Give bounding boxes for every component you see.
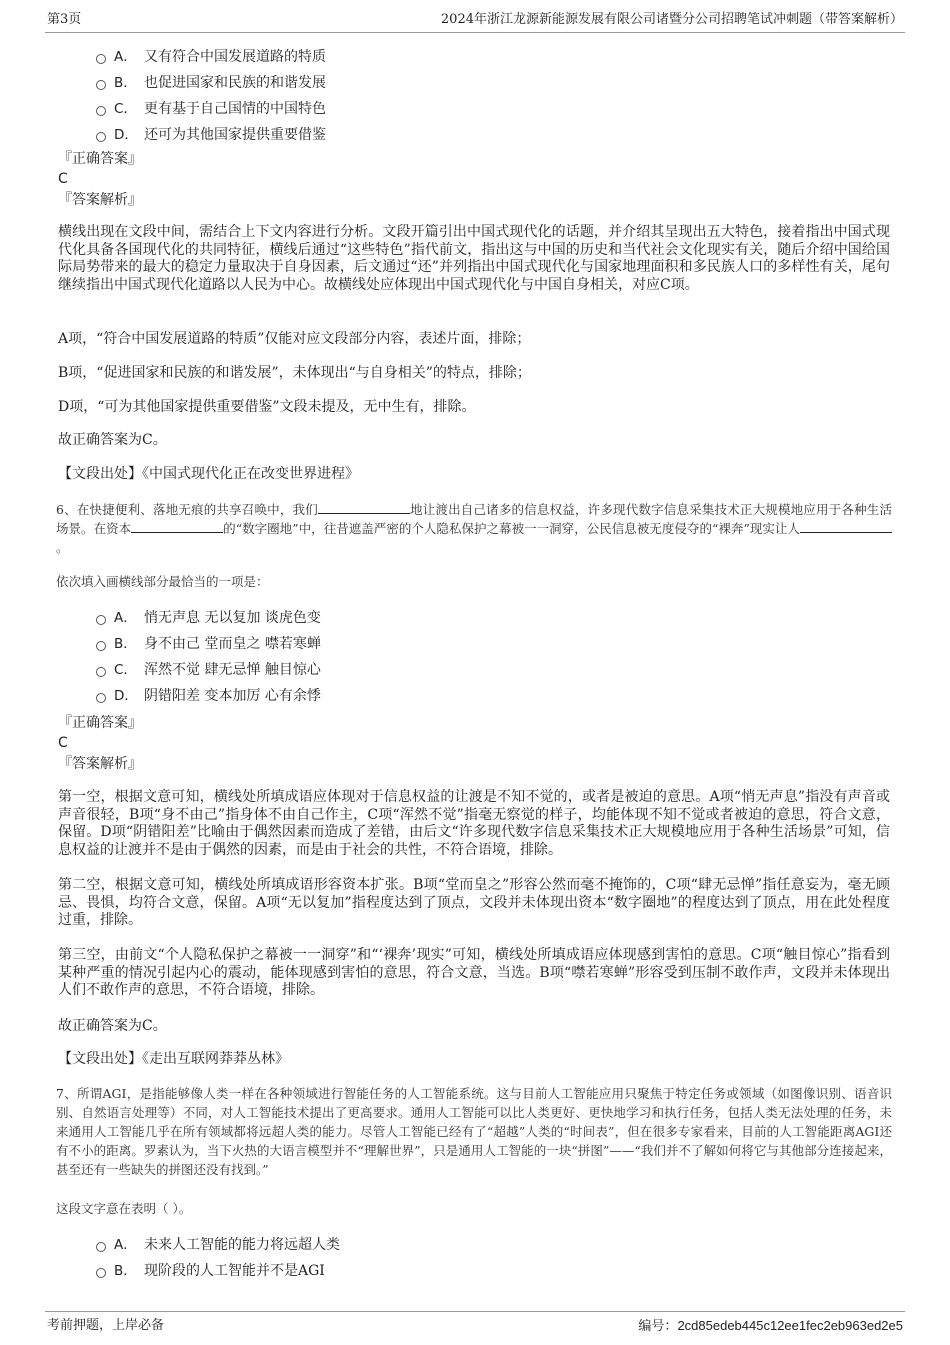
radio-icon[interactable] <box>96 132 106 142</box>
q7-option-b[interactable]: B． 现阶段的人工智能并不是AGI <box>96 1261 325 1281</box>
page-footer <box>45 1311 905 1338</box>
analysis-paragraph: B项，“促进国家和民族的和谐发展”，未体现出“与自身相关”的特点，排除； <box>58 365 531 381</box>
analysis-conclusion: 故正确答案为C。 <box>58 432 167 448</box>
radio-icon[interactable] <box>96 667 106 677</box>
footer-slogan: 考前押题，上岸必备 <box>47 1318 165 1333</box>
radio-icon[interactable] <box>96 693 106 703</box>
radio-icon[interactable] <box>96 54 106 64</box>
analysis-paragraph: 第二空，根据文意可知，横线处所填成语形容资本扩张。B项“堂而皇之”形容公然而毫不掩饰的，C项“肆无忌惮”指任意妄为，毫无顾忌、畏惧，均符合文意，保留。A项“无以复加”指程度达到了顶点，文段并未体现出资本“数字圈地”的程度达到了顶点，用在此处程度过重，排除。 <box>58 877 890 928</box>
answer-label: 『正确答案』 <box>58 715 142 731</box>
fill-blank[interactable] <box>131 520 223 533</box>
q6-option-a[interactable]: A． 悄无声息 无以复加 谈虎色变 <box>96 608 321 628</box>
q6-option-c[interactable]: C． 浑然不觉 肆无忌惮 触目惊心 <box>96 660 321 680</box>
fill-blank[interactable] <box>800 520 892 533</box>
analysis-label: 『答案解析』 <box>58 756 142 772</box>
radio-icon[interactable] <box>96 615 106 625</box>
document-title: 2024年浙江龙源新能源发展有限公司诸暨分公司招聘笔试冲刺题（带答案解析） <box>440 12 903 27</box>
analysis-paragraph: D项，“可为其他国家提供重要借鉴”文段未提及，无中生有，排除。 <box>58 399 476 415</box>
radio-icon[interactable] <box>96 106 106 116</box>
radio-icon[interactable] <box>96 1268 106 1278</box>
document-code: 编号：2cd85edeb445c12ee1fec2eb963ed2e5 <box>638 1318 903 1333</box>
analysis-paragraph: A项，“符合中国发展道路的特质”仅能对应文段部分内容，表述片面，排除； <box>58 331 531 347</box>
fill-blank[interactable] <box>318 501 410 514</box>
source-citation: 【文段出处】《走出互联网莽莽丛林》 <box>58 1051 289 1067</box>
analysis-conclusion: 故正确答案为C。 <box>58 1018 167 1034</box>
question-7-prompt: 这段文字意在表明（ ）。 <box>56 1201 192 1216</box>
q5-option-a[interactable]: A． 又有符合中国发展道路的特质 <box>96 47 326 67</box>
analysis-paragraph: 横线出现在文段中间，需结合上下文内容进行分析。文段开篇引出中国式现代化的话题，并介绍其呈现出五大特色，接着指出中国式现代化具备各国现代化的共同特征，横线后通过“这些特色”指代前文，指出这与中国的历史和当代社会文化现实有关，随后介绍中国给国际局势带来的最大的稳定力量取决于自身因素，后文通过“还”并列指出中国式现代化与国家地理面积和多民族人口的多样性有关，尾句继续指出中国式现代化道路以人民为中心。故横线处应体现出中国式现代化与中国自身相关，对应C项。 <box>58 224 890 293</box>
question-7-stem: 7、所谓AGI，是指能够像人类一样在各种领域进行智能任务的人工智能系统。这与目前人工智能应用只聚焦于特定任务或领域（如图像识别、语音识别、自然语言处理等）不同，对人工智能技术提出了更高要求。通用人工智能可以比人类更好、更快地学习和执行任务，包括人类无法处理的任务，未来通用人工智能几乎在所有领域都将远超人类的能力。尽管人工智能已经有了“超越”人类的“时间表”，但在很多专家看来，目前的人工智能距离AGI还有不小的距离。罗素认为，当下火热的大语言模型并不“理解世界”，只是通用人工智能的一块“拼图”——“我们并不了解如何将它与其他部分连接起来，甚至还有一些缺失的拼图还没有找到。” <box>56 1086 892 1177</box>
analysis-label: 『答案解析』 <box>58 192 142 208</box>
question-6-prompt: 依次填入画横线部分最恰当的一项是： <box>56 574 269 589</box>
question-6-stem: 6、在快捷便利、落地无痕的共享召唤中，我们 地让渡出自己诸多的信息权益，许多现代数字信息采集技术正大规模地应用于各种生活场景。在资本 的“数字圈地”中，往昔遮盖严密的个人隐私保护之幕被一一洞穿，公民信息被无度侵夺的“裸奔”现实让人。 <box>56 502 892 555</box>
q7-option-a[interactable]: A． 未来人工智能的能力将远超人类 <box>96 1235 340 1255</box>
page-number: 第3页 <box>47 12 82 27</box>
q5-option-d[interactable]: D． 还可为其他国家提供重要借鉴 <box>96 125 326 145</box>
answer-label: 『正确答案』 <box>58 151 142 167</box>
q6-option-b[interactable]: B． 身不由己 堂而皇之 噤若寒蝉 <box>96 634 321 654</box>
q5-option-c[interactable]: C． 更有基于自己国情的中国特色 <box>96 99 326 119</box>
radio-icon[interactable] <box>96 1242 106 1252</box>
analysis-paragraph: 第三空，由前文“个人隐私保护之幕被一一洞穿”和“‘裸奔’现实”可知，横线处所填成语应体现感到害怕的意思。C项“触目惊心”指看到某种严重的情况引起内心的震动，能体现感到害怕的意思，符合文意，当选。B项“噤若寒蝉”形容受到压制不敢作声，文段并未体现出人们不敢作声的意思，不符合语境，排除。 <box>58 947 890 998</box>
page-header <box>45 10 905 33</box>
radio-icon[interactable] <box>96 641 106 651</box>
answer-value: C <box>58 735 68 751</box>
source-citation: 【文段出处】《中国式现代化正在改变世界进程》 <box>58 466 359 482</box>
radio-icon[interactable] <box>96 80 106 90</box>
q6-option-d[interactable]: D． 阴错阳差 变本加厉 心有余悸 <box>96 686 321 706</box>
answer-value: C <box>58 171 68 187</box>
q5-option-b[interactable]: B． 也促进国家和民族的和谐发展 <box>96 73 326 93</box>
analysis-paragraph: 第一空，根据文意可知，横线处所填成语应体现对于信息权益的让渡是不知不觉的，或者是被迫的意思。A项“悄无声息”指没有声音或声音很轻，B项“身不由己”指身体不由自己作主，C项“浑然不觉”指毫无察觉的样子，均能体现不知不觉或者被迫的意思，符合文意，保留。D项“阴错阳差”比喻由于偶然因素而造成了差错，由后文“许多现代数字信息采集技术正大规模地应用于各种生活场景”可知，信息权益的让渡并不是由于偶然的因素，而是由于社会的共性，不符合语境，排除。 <box>58 789 890 858</box>
